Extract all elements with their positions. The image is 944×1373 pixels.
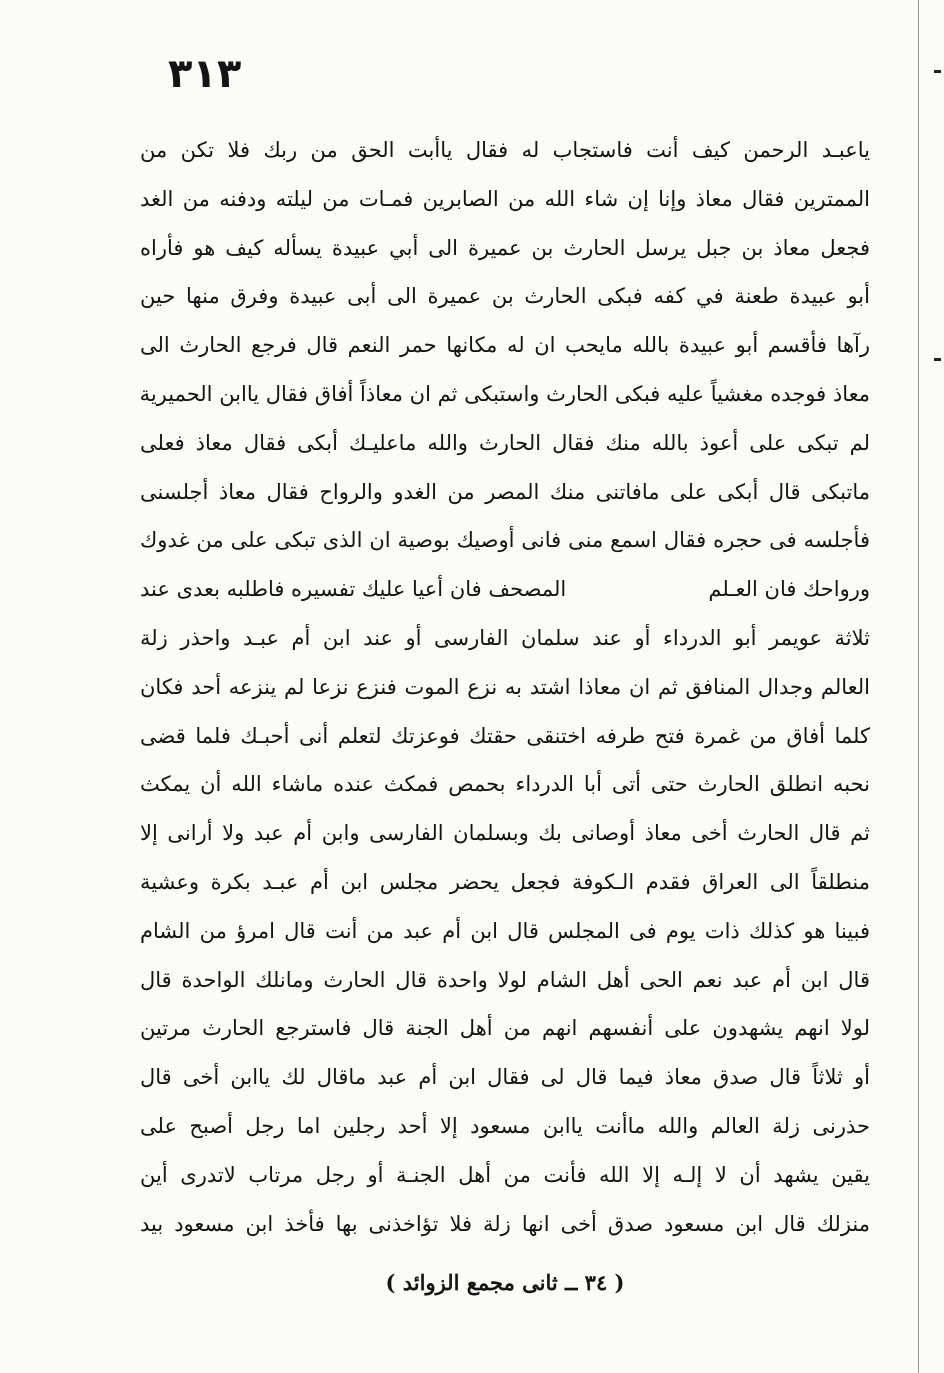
text-line: أو ثلاثاً قال صدق معاذ فيما قال لى فقال ابن أم عبد ماقال لك ياابن أخى قال — [140, 1065, 870, 1090]
text-line: ماتبكى قال أبكى على مافاتنى منك المصر من الغدو والرواح فقال معاذ أجلسنى — [140, 479, 870, 504]
text-line: ياعبـد الرحمن كيف أنت فاستجاب له فقال ياأبت الحق من ربك فلا تكن من — [140, 138, 870, 162]
text-line: فبينا هو كذلك ذات يوم فى المجلس قال ابن أم عبد من أنت قال امرؤ من الشام — [140, 918, 870, 943]
page-edge-line — [918, 0, 919, 1373]
text-line: معاذ فوجده مغشياً عليه فبكى الحارث واستبكى ثم ان معاذاً أفاق فقال ياابن الحميرية — [140, 381, 870, 406]
text-line: العالم وجدال المنافق ثم ان معاذا اشتد به نزع الموت فنزع نزعا لم ينزعه أحد فكان — [140, 674, 870, 699]
text-line: الممترين فقال معاذ وإنا إن شاء الله من الصابرين فمـات من ليلته ودفنه من الغد — [140, 186, 870, 211]
text-line: حذرنى زلة العالم والله ماأنت ياابن مسعود إلا أحد رجلين اما رجل أصبح على — [140, 1113, 870, 1138]
text-line: فجعل معاذ بن جبل يرسل الحارث بن عميرة الى أبي عبيدة يسأله كيف هو فأراه — [140, 235, 870, 260]
text-line: ثلاثة عويمر أبو الدرداء أو عند سلمان الفارسى أو عند ابن أم عبـد واحذر زلة — [140, 625, 870, 650]
text-line: لم تبكى على أعوذ بالله منك فقال الحارث والله ماعليـك أبكى فقال معاذ فعلى — [140, 430, 870, 455]
body-text — [140, 126, 870, 1248]
text-line-with-gap — [140, 565, 870, 614]
text-line-segment: ورواحك فان العـلم — [708, 577, 870, 602]
text-line: لولا انهم يشهدون على أنفسهم انهم من أهل الجنة قال فاسترجع الحارث مرتين — [140, 1016, 870, 1041]
page-number: ٣١٣ — [168, 51, 242, 97]
margin-mark — [934, 70, 941, 73]
text-line: رآها فأقسم أبو عبيدة بالله مايحب ان له مكانها حمر النعم قال فرجع الحارث الى — [140, 333, 870, 358]
margin-mark — [934, 358, 941, 361]
text-line: فأجلسه فى حجره فقال اسمع منى فانى أوصيك بوصية ان الذى تبكى على من غدوك — [140, 528, 870, 553]
page-footer-signature: ( ٣٤ ــ ثانى مجمع الزوائد ) — [385, 1270, 625, 1295]
text-line: منزلك قال ابن مسعود صدق أخى انها زلة فلا تؤاخذنى بها فأخذ ابن مسعود بيد — [140, 1211, 870, 1236]
text-line: نحبه انطلق الحارث حتى أتى أبا الدرداء بحمص فمكث عنده ماشاء الله أن يمكث — [140, 772, 870, 797]
text-line: أبو عبيدة طعنة في كفه فبكى الحارث بن عميرة الى أبى عبيدة وفرق منها حين — [140, 284, 870, 309]
text-line: منطلقاً الى العراق فقدم الـكوفة فجعل يحضر مجلس ابن أم عبـد بكرة وعشية — [140, 869, 870, 894]
text-line: كلما أفاق من غمرة فتح طرفه اختنقى حقتك فوعزتك لتعلم أنى أحبـك فلما قضى — [140, 723, 870, 748]
text-line-segment: المصحف فان أعيا عليك تفسيره فاطلبه بعدى عند — [140, 577, 567, 602]
text-line: قال ابن أم عبد نعم الحى أهل الشام لولا واحدة قال الحارث ومانلك الواحدة قال — [140, 967, 870, 992]
text-line: يقين يشهد أن لا إلـه إلا الله فأنت من أهل الجنـة أو رجل مرتاب لاتدرى أين — [140, 1162, 870, 1187]
text-line: ثم قال الحارث أخى معاذ أوصانى بك وبسلمان الفارسى وابن أم عبد ولا أرانى إلا — [140, 821, 870, 846]
